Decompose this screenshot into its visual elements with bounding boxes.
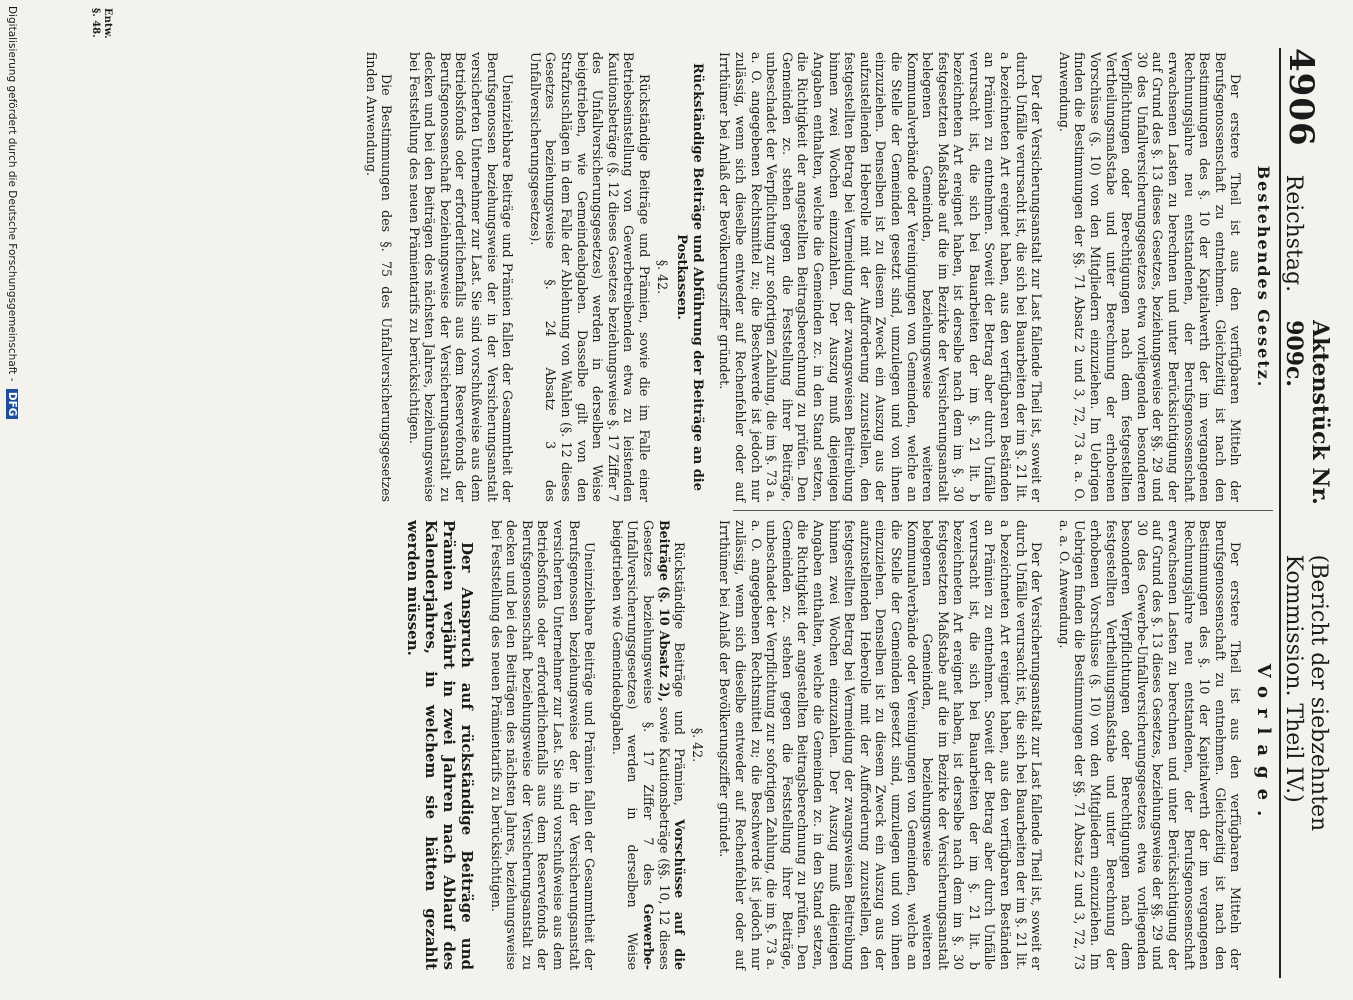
credit-text: Digitalisierung gefördert durch die Deutsche Forschungsgemeinschaft - <box>6 6 18 382</box>
paragraph: Rückständige Beiträge und Prämien, sowie die im Falle einer Betriebseinstellung von Gewerbetreibenden etwa zu leistenden Kautionsbeträge (§. 12 dieses Gesetzes beziehungsweise §. 17 Ziffer 7 des Unfallversicherungsgesetzes) werden in derselben Weise beigetrieben, wie Gemeindeabgaben. Dasselbe gilt von den Strafzuschlägen in dem Falle der Ablehnung von Wahlen (§. 12 dieses Gesetzes beziehungsweise §. 24 Absatz 3 des Unfallversicherungsgesetzes). <box>527 52 653 502</box>
column-proposal <box>392 520 1273 970</box>
amendment-text: Vorschüsse auf die Beiträge (§. 10 Absatz 2), <box>656 520 688 970</box>
paragraph: Der der Versicherungsanstalt zur Last fallende Theil ist, soweit er durch Unfälle verursacht ist, die sich bei Bauarbeiten der im §. 21 lit. a bezeichneten Art ereignet haben, aus den verfügbaren Beständen an Prämien zu entnehmen. Soweit der Betrag aber durch Unfälle verursacht ist, die sich bei Bauarbeiten der im §. 21 lit. b bezeichneten Art ereignet haben, ist derselbe nach dem im §. 30 festgesetzten Maßstabe auf die im Bezirke der Versicherungsanstalt belegenen Gemeinden, beziehungsweise weiteren Kommunalverbände oder Vereinigungen von Gemeinden, welche an die Stelle der Gemeinden gesetzt sind, umzulegen und von ihnen einzuziehen. Denselben ist zu diesem Zweck ein Auszug aus der aufzustellenden Heberolle mit der Aufforderung zuzustellen, den festgestellten Betrag bei Vermeidung der zwangsweisen Beitreibung binnen zwei Wochen einzuzahlen. Der Auszug muß diejenigen Angaben enthalten, welche die Gemeinden zc. in den Stand setzen, die Richtigkeit der angestellten Beitragsberechnung zu prüfen. Den Gemeinden zc. stehen gegen die Feststellung ihrer Beiträge, unbeschadet der Verpflichtung zur sofortigen Zahlung, die im §. 73 a. a. O. angegebenen Rechtsmittel zu; die Beschwerde ist jedoch nur zulässig, wenn sich dieselbe entweder auf Rechenfehler oder auf Irrthümer bei Anlaß der Bevölkerungsziffer gründet. <box>717 520 1045 970</box>
text-run: Rückständige Beiträge und Prämien, <box>672 542 688 806</box>
section-number: §. 42. <box>654 259 670 295</box>
paragraph: Uneinziehbare Beiträge und Prämien fallen der Gesammtheit der Berufsgenossen beziehungsweise der in der Versicherungsanstalt versicherten Unternehmer zur Last. Sie sind vorschußweise aus dem Betriebsfonds oder erforderlichenfalls aus dem Reservefonds der Berufsgenossenschaft beziehungsweise der Versicherungsanstalt zu decken und bei den Beiträgen des nächsten Jahres, beziehungsweise bei Feststellung des neuen Prämientarifs zu berücksichtigen. <box>406 52 516 502</box>
page-number: 4906 <box>1281 48 1321 147</box>
paragraph: Der der Versicherungsanstalt zur Last fallende Theil ist, soweit er durch Unfälle verursacht ist, die sich bei Bauarbeiten der im §. 21 lit. a bezeichneten Art ereignet haben, aus den verfügbaren Beständen an Prämien zu entnehmen. Soweit der Betrag aber durch Unfälle verursacht ist, die sich bei Bauarbeiten der im §. 21 lit. b bezeichneten Art ereignet haben, ist derselbe nach dem im §. 30 festgesetzten Maßstabe auf die im Bezirke der Versicherungsanstalt belegenen Gemeinden, beziehungsweise weiteren Kommunalverbände oder Vereinigungen von Gemeinden, welche an die Stelle der Gemeinden gesetzt sind, umzulegen und von ihnen einzuziehen. Denselben ist zu diesem Zweck ein Auszug aus der aufzustellenden Heberolle mit der Aufforderung zuzustellen, den festgestellten Betrag bei Vermeidung der zwangsweisen Beitreibung binnen zwei Wochen einzuzahlen. Der Auszug muß diejenigen Angaben enthalten, welche die Gemeinden zc. in den Stand setzen, die Richtigkeit der angestellten Beitragsberechnung zu prüfen. Den Gemeinden zc. stehen gegen die Feststellung ihrer Beiträge, unbeschadet der Verpflichtung zur sofortigen Zahlung, die im §. 73 a. a. O. angegebenen Rechtsmittel zu; die Beschwerde ist jedoch nur zulässig, wenn sich dieselbe entweder auf Rechenfehler oder auf Irrthümer bei Anlaß der Bevölkerungsziffer gründet. <box>717 52 1045 502</box>
header-report: (Bericht der siebzehnten Kommission. Theil IV.) <box>1281 554 1331 832</box>
text-run: Unfallversicherungsgesetzes) werden in derselben Weise beigetrieben wie Gemeindeabgaben. <box>609 520 641 970</box>
dfg-logo: DFG <box>6 389 18 420</box>
amendment-paragraph: Der Anspruch auf rückständige Beiträge und Prämien verjährt in zwei Jahren nach Ablauf des Kalenderjahres, in welchem sie hätten gezahlt werden müssen. <box>404 520 477 970</box>
paragraph: Uneinziehbare Beiträge und Prämien fallen der Gesammtheit der Berufsgenossen beziehungsweise der in der Versicherungsanstalt versicherten Unternehmer zur Last. Sie sind vorschußweise aus dem Betriebsfonds oder erforderlichenfalls aus dem Reservefonds der Berufsgenossenschaft beziehungsweise der Versicherungsanstalt zu decken und bei den Beiträgen des nächsten Jahres, beziehungsweise bei Feststellung des neuen Prämientarifs zu berücksichtigen. <box>488 520 598 970</box>
header-source: Reichstag. <box>1281 174 1306 293</box>
column-heading-proposal: Vorlage. <box>1253 663 1274 827</box>
text-run: sowie Kautionsbeträge (§§. 10, <box>656 706 672 905</box>
margin-note: Entw. §. 48. <box>90 8 113 39</box>
amendment-text: Gewerbe- <box>641 903 657 970</box>
section-title: Rückständige Beiträge und Abführung der Beiträge an die Postkassen. <box>674 62 705 491</box>
page-header <box>1279 48 1333 978</box>
header-document: Aktenstück Nr. 909c. <box>1281 320 1333 505</box>
column-divider <box>733 510 1273 511</box>
column-existing-law <box>351 52 1273 502</box>
column-heading-existing-law: Bestehendes Gesetz. <box>1254 165 1273 389</box>
paragraph: Die Bestimmungen des §. 75 des Unfallversicherungsgesetzes finden Anwendung. <box>363 52 395 502</box>
paragraph: Der erstere Theil ist aus den verfügbaren Mitteln der Berufsgenossenschaft zu entnehmen. Gleichzeitig ist nach den Bestimmungen des §. 10 der Kapitalwerth der im vergangenen Rechnungsjahre neu entstandenen, der Berufsgenossenschaft erwachsenen Lasten zu berechnen und unter Berücksichtigung der auf Grund des §. 13 dieses Gesetzes, beziehungsweise der §§. 29 und 30 des Gewerbe-Unfallversicherungsgesetzes etwa vorliegenden besonderen Verpflichtungen oder Berechtigungen nach dem festgestellten Vertheilungsmaßstabe und unter Berechnung der erhobenen Vorschüsse (§. 10) von den Mitgliedern einzuziehen. Im Uebrigen finden die Bestimmungen der §§. 71 Absatz 2 und 3, 72, 73 a. a. O. Anwendung. <box>1056 520 1244 970</box>
paragraph: Der erstere Theil ist aus den verfügbaren Mitteln der Berufsgenossenschaft zu entnehmen. Gleichzeitig ist nach den Bestimmungen des §. 10 der Kapitalwerth der im vergangenen Rechnungsjahre neu entstandenen, der Berufsgenossenschaft erwachsenen Lasten zu berechnen und unter Berücksichtigung der auf Grund des §. 13 dieses Gesetzes, beziehungsweise der §§. 29 und 30 des Unfallversicherungsgesetzes etwa vorliegenden besonderen Verpflichtungen oder Berechtigungen nach dem festgestellten Vertheilungsmaßstabe und unter Berechnung der erhobenen Vorschüsse (§. 10) von den Mitgliedern einzuziehen. Im Uebrigen finden die Bestimmungen der §§. 71 Absatz 2 und 3, 72, 73 a. a. O. Anwendung. <box>1056 52 1244 502</box>
paragraph <box>609 520 687 970</box>
digitization-credit <box>6 6 18 419</box>
text-run: 12 dieses Gesetzes beziehungsweise §. 17 Ziffer 7 des <box>641 520 672 970</box>
section-number: §. 42. <box>689 727 705 763</box>
